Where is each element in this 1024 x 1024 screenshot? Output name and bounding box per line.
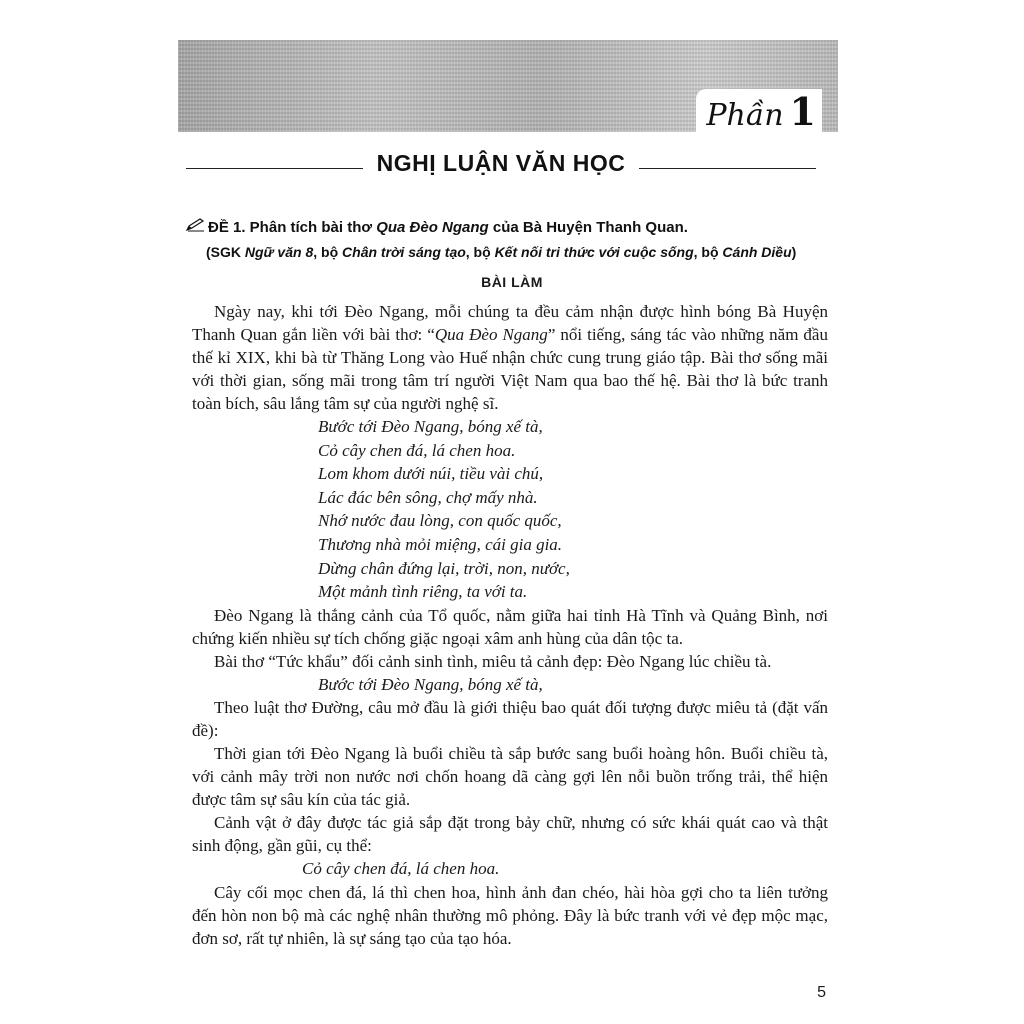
poem-line: Cỏ cây chen đá, lá chen hoa.: [318, 440, 516, 460]
title-rule-left: [186, 168, 363, 169]
source-sep-1: , bộ: [313, 244, 343, 260]
poem-line: Thương nhà mỏi miệng, cái gia gia.: [318, 534, 563, 554]
poem-line: Lác đác bên sông, chợ mấy nhà.: [318, 487, 538, 507]
paragraph-1: Ngày nay, khi tới Đèo Ngang, mỗi chúng ta đều cảm nhận được hình bóng Bà Huyện Thanh Quan gắn liền với bài thơ: “Qua Đèo Ngang” nổi tiếng, sáng tác vào những năm đầu thế kỉ XIX, khi bà từ Thăng Long vào Huế nhận chức cung trung giáo tập. Bài thơ sống mãi với thời gian, sống mãi trong tâm trí người Việt Nam qua bao thế hệ. Bài thơ là bức tranh toàn bích, sâu lắng tâm sự của người nghệ sĩ.: [192, 302, 828, 413]
exercise-suffix: của Bà Huyện Thanh Quan.: [488, 219, 688, 236]
source-series-3: Cánh Diều: [722, 244, 792, 260]
paragraph-7: Cây cối mọc chen đá, lá thì chen hoa, hình ảnh đan chéo, hài hòa gợi cho ta liên tưởng đến hòn non bộ mà các nghệ nhân thường mô phỏng. Đây là bức tranh với vẻ đẹp mộc mạc, đơn sơ, rất tự nhiên, là sự sáng tạo của tạo hóa.: [192, 882, 828, 948]
source-open: (SGK: [206, 244, 245, 260]
source-sep-2: , bộ: [465, 244, 495, 260]
part-number: 1: [789, 89, 816, 134]
paragraph-5: Thời gian tới Đèo Ngang là buổi chiều tà sắp bước sang buổi hoàng hôn. Buổi chiều tà, với cảnh mây trời non nước nơi chốn hoang dã càng gợi lên nỗi buồn trống trải, thể hiện được tâm sự sâu kín của tác giả.: [192, 744, 828, 810]
answer-heading: BÀI LÀM: [481, 274, 543, 290]
page-number: 5: [817, 984, 826, 1001]
exercise-prefix: ĐỀ 1. Phân tích bài thơ: [208, 219, 377, 236]
source-series-1: Chân trời sáng tạo: [342, 244, 466, 260]
poem-line: Lom khom dưới núi, tiều vài chú,: [318, 464, 544, 484]
source-sep-3: , bộ: [693, 244, 723, 260]
part-label: [696, 89, 822, 134]
exercise-poem-title: Qua Đèo Ngang: [376, 219, 489, 236]
exercise-prompt: [186, 218, 826, 236]
paragraph-3: Bài thơ “Tức khẩu” đối cảnh sinh tình, miêu tả cảnh đẹp: Đèo Ngang lúc chiều tà.: [214, 651, 772, 671]
section-title: [186, 150, 816, 177]
paragraph-6: Cảnh vật ở đây được tác giả sắp đặt trong bảy chữ, nhưng có sức khái quát cao và thật sinh động, gần gũi, cụ thể:: [192, 813, 828, 856]
paragraph-2: Đèo Ngang là thắng cảnh của Tổ quốc, nằm giữa hai tỉnh Hà Tĩnh và Quảng Bình, nơi chứng kiến nhiều sự tích chống giặc ngoại xâm anh hùng của dân tộc ta.: [192, 605, 828, 648]
quote-1: Bước tới Đèo Ngang, bóng xế tà,: [318, 674, 543, 694]
pencil-icon: [186, 218, 208, 236]
paragraph-4: Theo luật thơ Đường, câu mở đầu là giới thiệu bao quát đối tượng được miêu tả (đặt vấn đề):: [192, 698, 828, 741]
poem: [318, 415, 828, 604]
part-word: Phần: [706, 98, 784, 133]
source-close: ): [791, 244, 797, 260]
poem-line: Một mảnh tình riêng, ta với ta.: [318, 582, 528, 602]
poem-line: Nhớ nước đau lòng, con quốc quốc,: [318, 511, 562, 531]
source-book: Ngữ văn 8: [244, 244, 314, 260]
essay-body: [192, 300, 828, 950]
poem-line: Bước tới Đèo Ngang, bóng xế tà,: [318, 417, 543, 436]
quote-2: Cỏ cây chen đá, lá chen hoa.: [302, 859, 500, 879]
title-rule-right: [639, 168, 816, 169]
section-heading: NGHỊ LUẬN VĂN HỌC: [376, 150, 626, 176]
exercise-source: [206, 244, 826, 260]
part-banner: [178, 40, 838, 132]
source-series-2: Kết nối tri thức với cuộc sống: [494, 244, 694, 260]
poem-line: Dừng chân đứng lại, trời, non, nước,: [318, 558, 570, 578]
